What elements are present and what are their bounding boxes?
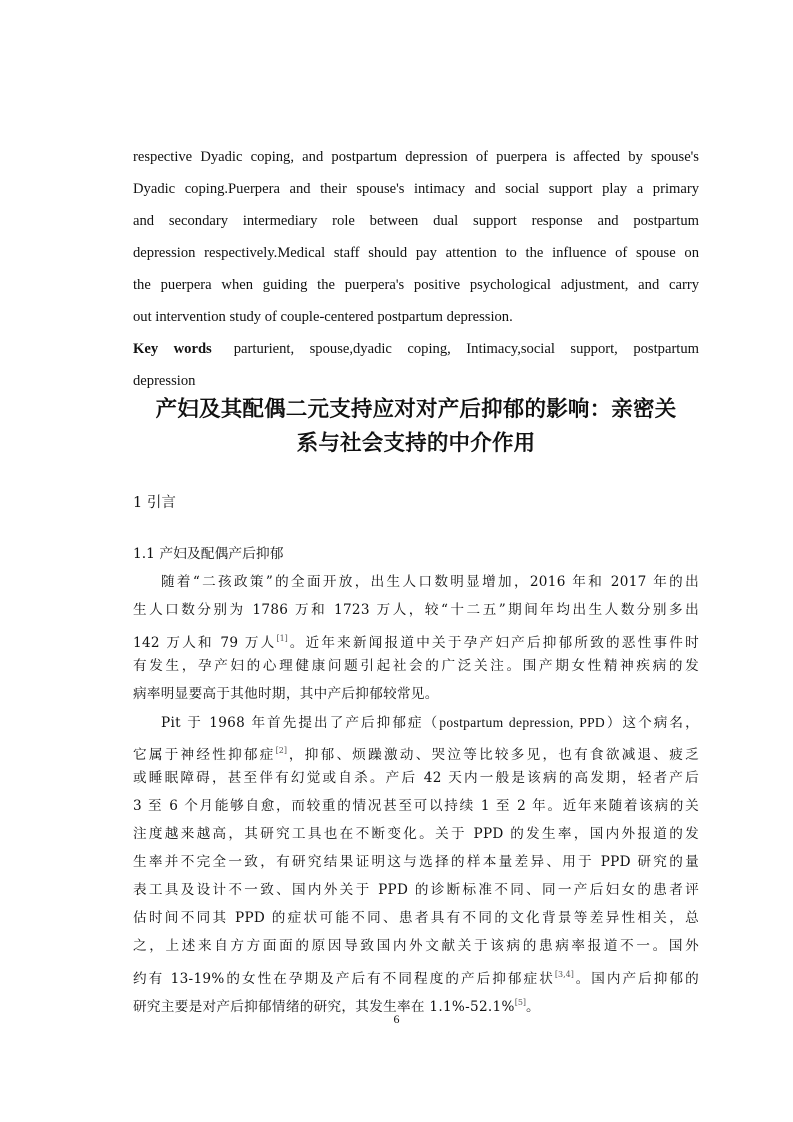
abstract-line: Dyadic coping.Puerpera and their spouse's intimacy and social support play a primary: [133, 181, 699, 197]
body-text: 。: [526, 999, 540, 1015]
abstract-line: the puerpera when guiding the puerpera's positive psychological adjustment, and carry: [133, 277, 699, 293]
body-text: ）这个病名，: [605, 715, 699, 731]
body-text: 142 万人和 79 万人: [133, 635, 277, 651]
body-text: ，抑郁、烦躁激动、哭泣等比较多见，也有食欲减退、疲乏: [286, 747, 699, 763]
paper-title-line-2: 系与社会支持的中介作用: [296, 431, 536, 456]
body-line: 表工具及设计不一致、国内外关于 PPD 的诊断标准不同、同一产后妇女的患者评: [133, 882, 699, 898]
body-text: Pit 于 1968 年首先提出了产后抑郁症（: [161, 715, 440, 731]
body-line: 注度越来越高，其研究工具也在不断变化。关于 PPD 的发生率，国内外报道的发: [133, 826, 699, 842]
body-text: 。近年来新闻报道中关于孕产妇产后抑郁所致的恶性事件时: [287, 635, 699, 651]
keywords-text: parturient, spouse,dyadic coping, Intimacy,social support, postpartum: [233, 341, 700, 357]
body-text: postpartum depression, PPD: [439, 715, 606, 730]
abstract-line: and secondary intermediary role between dual support response and postpartum: [133, 213, 699, 229]
body-text: 。国内产后抑郁的: [573, 971, 699, 987]
body-line: 估时间不同其 PPD 的症状可能不同、患者具有不同的文化背景等差异性相关，总: [133, 910, 699, 926]
subsection-heading: 1.1 产妇及配偶产后抑郁: [133, 546, 284, 562]
body-text: 研究主要是对产后抑郁情绪的研究，其发生率在 1.1%-52.1%: [133, 999, 515, 1015]
citation: [1]: [276, 634, 288, 643]
abstract-line: depression respectively.Medical staff should pay attention to the influence of spouse on: [133, 245, 699, 261]
citation: [3,4]: [554, 970, 574, 979]
body-text: 约有 13-19%的女性在孕期及产后有不同程度的产后抑郁症状: [133, 971, 555, 987]
page-number: 6: [393, 1012, 400, 1026]
body-line: 有发生，孕产妇的心理健康问题引起社会的广泛关注。围产期女性精神疾病的发: [133, 658, 699, 674]
keywords-label: Key words: [133, 341, 212, 357]
body-line: 之，上述来自方方面面的原因导致国内外文献关于该病的患病率报道不一。国外: [133, 938, 699, 954]
body-text: 它属于神经性抑郁症: [133, 747, 276, 763]
citation: [2]: [275, 746, 287, 755]
keywords-line-2: depression: [133, 373, 196, 389]
body-line: [133, 709, 699, 738]
citation: [5]: [514, 998, 527, 1007]
paper-title-line-1: 产妇及其配偶二元支持应对对产后抑郁的影响：亲密关: [155, 397, 677, 422]
keywords-line: [133, 333, 699, 365]
body-line: 病率明显要高于其他时期，其中产后抑郁较常见。: [133, 686, 439, 702]
abstract-line: out intervention study of couple-centered postpartum depression.: [133, 309, 513, 325]
body-line: 或睡眠障碍，甚至伴有幻觉或自杀。产后 42 天内一般是该病的高发期，轻者产后: [133, 770, 699, 786]
body-line: 生人口数分别为 1786 万和 1723 万人，较“十二五”期间年均出生人数分别多出: [133, 602, 699, 618]
body-line: 3 至 6 个月能够自愈，而较重的情况甚至可以持续 1 至 2 年。近年来随着该病的关: [133, 798, 699, 814]
body-line: 生率并不完全一致，有研究结果证明这与选择的样本量差异、用于 PPD 研究的量: [133, 854, 699, 870]
section-heading: 1 引言: [133, 495, 176, 511]
body-line: 随着“二孩政策”的全面开放，出生人口数明显增加，2016 年和 2017 年的出: [161, 574, 699, 590]
abstract-line: respective Dyadic coping, and postpartum depression of puerpera is affected by spouse's: [133, 149, 699, 165]
